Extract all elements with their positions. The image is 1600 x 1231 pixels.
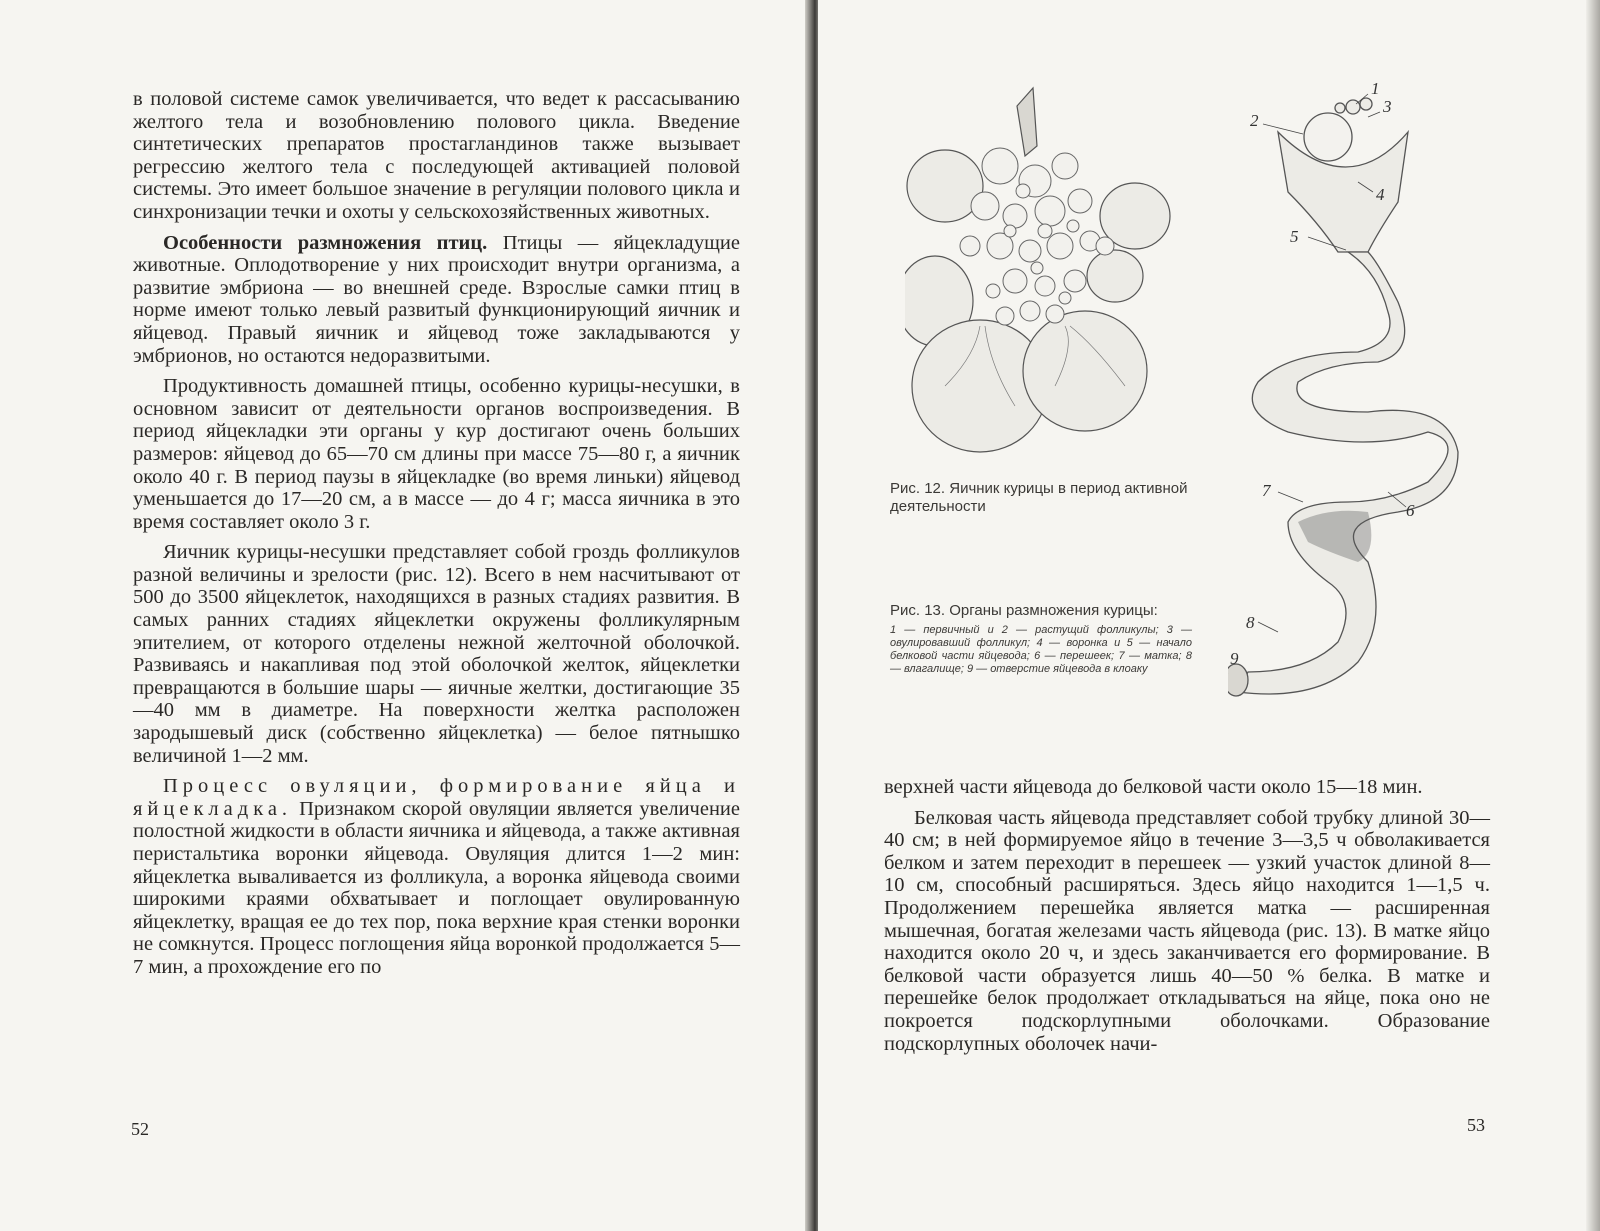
- label-6: 6: [1406, 501, 1415, 520]
- section-heading-birds: Особенности размножения птиц.: [163, 231, 488, 254]
- label-5: 5: [1290, 227, 1299, 246]
- paragraph-ovulation: [133, 775, 740, 978]
- label-9: 9: [1230, 649, 1239, 668]
- paragraph-ovary: Яичник курицы-несушки представляет собой гроздь фолликулов разной величины и зрелости (рис. 12). Всего в нем насчитывают от 500 до 3500 яйцеклеток, находящихся в разных стадиях развития. В самых ранних стадиях яйцеклетки окружены фолликулярным эпителием, от которого отделены нежной желточной оболочкой. Развиваясь и накапливая под этой оболочкой желток, яйцеклетки превращаются в большие шары — яичные желтки, достигающие 35—40 мм в диаметре. На поверхности желтка расположен зародышевый диск (собственно яйцеклетка) — белое пятнышко величиной 1—2 мм.: [133, 541, 740, 767]
- figure-13-oviduct-illustration: [1228, 82, 1478, 722]
- figure-13-caption: Рис. 13. Органы размножения курицы:: [890, 602, 1158, 619]
- label-8: 8: [1246, 613, 1255, 632]
- page-number-right: 53: [1467, 1115, 1485, 1135]
- figure-13-legend: 1 — первичный и 2 — растущий фолликулы; 3 — овулировавший фолликул; 4 — воронка и 5 — начало белковой части яйцевода; 6 — перешеек; 7 — матка; 8 — влагалище; 9 — отверстие яйцевода в клоаку: [890, 624, 1192, 675]
- right-text-column: [884, 776, 1490, 1063]
- label-3: 3: [1383, 97, 1392, 116]
- label-1: 1: [1371, 82, 1380, 98]
- figure-12-caption: Рис. 12. Яичник курицы в период активной деятельности: [890, 480, 1188, 515]
- paragraph-birds: [133, 232, 740, 368]
- right-paragraph-1: верхней части яйцевода до белковой части около 15—18 мин.: [884, 776, 1423, 798]
- label-4: 4: [1376, 185, 1385, 204]
- page-edge: [1586, 0, 1600, 1231]
- page-number-left: 52: [131, 1119, 149, 1139]
- figure-12-ovary-illustration: [905, 86, 1195, 466]
- left-text-column: [133, 88, 740, 987]
- paragraph-productivity: Продуктивность домашней птицы, особенно курицы-несушки, в основном зависит от деятельности органов воспроизведения. В период яйцекладки эти органы у кур достигают очень больших размеров: яйцевод до 65—70 см длины при массе 75—80 г, а яичник около 40 г. В период паузы в яйцекладке (во время линьки) яйцевод уменьшается до 17—20 см, а в массе — до 4 г; масса яичника в это время составляет около 3 г.: [133, 375, 740, 533]
- section-heading-ovulation: Процесс овуляции, формирование яйца и яйцекладка.: [133, 775, 740, 820]
- paragraph-1: в половой системе самок увеличивается, что ведет к рассасыванию желтого тела и возобновлению полового цикла. Введение синтетических препаратов простагландинов также вызывает регрессию желтого тела с последующей активацией половой системы. Это имеет большое значение в регуляции полового цикла и синхронизации течки и охоты у сельскохозяйственных животных.: [133, 88, 740, 223]
- figure-13-caption-block: [890, 602, 1192, 676]
- label-7: 7: [1262, 481, 1271, 500]
- right-paragraph-2: Белковая часть яйцевода представляет собой трубку длиной 30—40 см; в ней формируемое яйцо в течение 3—3,5 ч обволакивается белком и затем переходит в перешеек — узкий участок длиной 8—10 см, способный расширяться. Здесь яйцо находится 1—1,5 ч. Продолжением перешейка является матка — расширенная мышечная, богатая железами часть яйцевода (рис. 13). В матке яйцо находится около 20 ч, и здесь заканчивается его формирование. В белковой части образуется лишь 40—50 % белка. В матке и перешейке белок продолжает откладываться на яйце, пока оно не покроется подскорлупными оболочками. Образование подскорлупных оболочек начи-: [884, 806, 1490, 1055]
- label-2: 2: [1250, 111, 1259, 130]
- paragraph-ovulation-body: Признаком скорой овуляции является увеличение полостной жидкости в области яичника и яйцевода, а также активная перистальтика воронки яйцевода. Овуляция длится 1—2 мин: яйцеклетка вываливается из фолликула, а воронка яйцевода своими широкими краями обхватывает и поглощает овулированную яйцеклетку, вращая ее до тех пор, пока верхние края стенки воронки не сомкнутся. Процесс поглощения яйца воронкой продолжается 5—7 мин, а прохождение его по: [133, 797, 740, 978]
- paragraph-birds-body: Птицы — яйцекладущие животные. Оплодотворение у них происходит внутри организма, а развитие эмбриона — во внешней среде. Взрослые самки птиц в норме имеют только левый развитый функционирующий яичник и яйцевод. Правый яичник и яйцевод тоже закладываются у эмбрионов, но остаются недоразвитыми.: [133, 231, 740, 367]
